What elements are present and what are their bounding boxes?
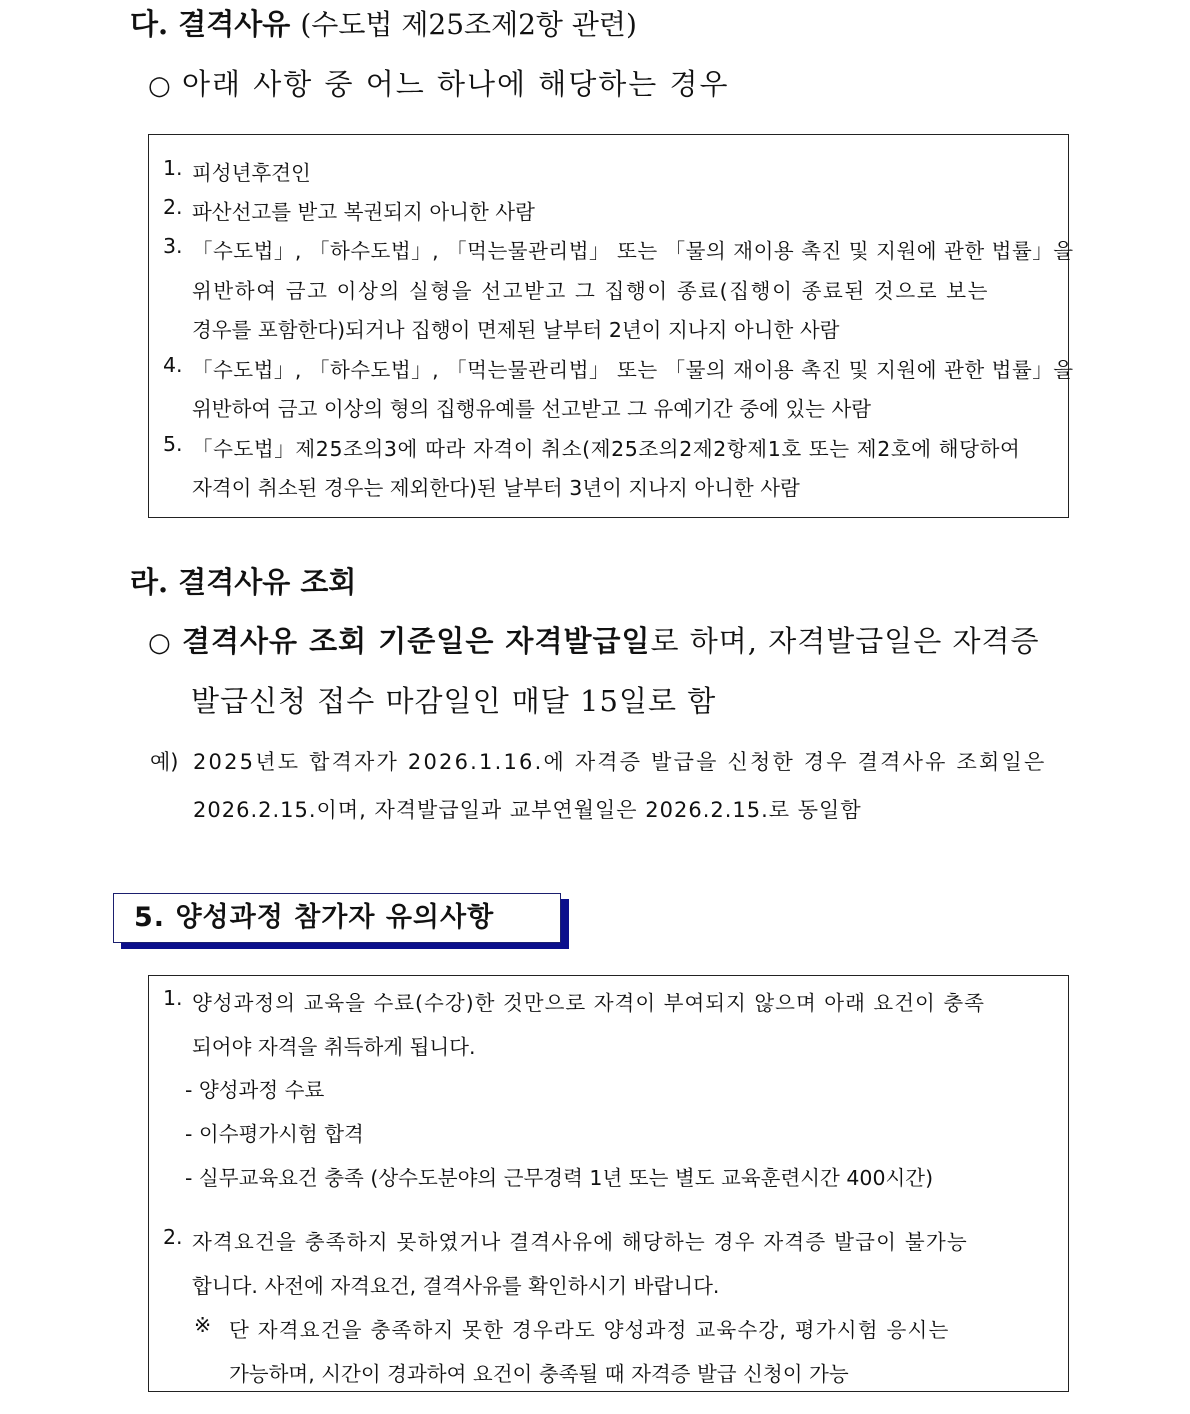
list-item-number: 5. (163, 432, 183, 456)
list-item-text: 양성과정의 교육을 수료(수강)한 것만으로 자격이 부여되지 않으며 아래 요건이 충족 (192, 991, 985, 1015)
list-item-text: 「수도법」제25조의3에 따라 자격이 취소(제25조의2제2항제1호 또는 제2호에 해당하여 (192, 437, 1021, 461)
sub-item: - 이수평가시험 합격 (185, 1122, 364, 1146)
list-item-number: 2. (163, 1225, 183, 1249)
section-da-bullet (148, 62, 730, 103)
list-item-text: 경우를 포함한다)되거나 집행이 면제된 날부터 2년이 지나지 아니한 사람 (192, 318, 840, 342)
disqualification-list-box (148, 134, 1074, 518)
list-item-number: 3. (163, 234, 183, 258)
section-ra-bullet (148, 619, 1040, 660)
list-item-text: 합니다. 사전에 자격요건, 결격사유를 확인하시기 바랍니다. (192, 1274, 720, 1298)
note-text: 단 자격요건을 충족하지 못한 경우라도 양성과정 교육수강, 평가시험 응시는 (229, 1318, 950, 1342)
list-item-text: 자격이 취소된 경우는 제외한다)된 날부터 3년이 지나지 아니한 사람 (192, 476, 800, 500)
example-label: 예) (150, 750, 179, 774)
section-ra-bullet-line2: 발급신청 접수 마감일인 매달 15일로 함 (191, 684, 717, 718)
example-line: 2025년도 합격자가 2026.1.16.에 자격증 발급을 신청한 경우 결격사유 조회일은 (193, 750, 1047, 774)
list-item-text: 「수도법」, 「하수도법」, 「먹는물관리법」 또는 「물의 재이용 촉진 및 지원에 관한 법률」을 (192, 239, 1074, 263)
list-item-text: 피성년후견인 (192, 161, 311, 185)
list-item-text: 위반하여 금고 이상의 실형을 선고받고 그 집행이 종료(집행이 종료된 것으로 보는 (192, 279, 990, 303)
section-da-title (130, 2, 637, 43)
circle-bullet-icon: ○ (148, 628, 172, 658)
section-da-bullet-text: 아래 사항 중 어느 하나에 해당하는 경우 (182, 67, 730, 101)
notice-box (148, 975, 1069, 1392)
list-item-number: 4. (163, 353, 183, 377)
section-ra-title: 라. 결격사유 조회 (130, 565, 357, 599)
section-ra-bullet-rest: 로 하며, 자격발급일은 자격증 (650, 624, 1040, 658)
section-ra-bullet-bold: 결격사유 조회 기준일은 자격발급일 (182, 624, 651, 658)
list-item-number: 2. (163, 195, 183, 219)
example-line: 2026.2.15.이며, 자격발급일과 교부연월일은 2026.2.15.로 동일함 (193, 798, 862, 822)
reference-mark-icon: ※ (194, 1313, 212, 1337)
section-5-heading: 5. 양성과정 참가자 유의사항 (113, 893, 561, 943)
list-item-text: 자격요건을 충족하지 못하였거나 결격사유에 해당하는 경우 자격증 발급이 불가능 (192, 1230, 968, 1254)
list-item-text: 위반하여 금고 이상의 형의 집행유예를 선고받고 그 유예기간 중에 있는 사람 (192, 397, 872, 421)
note-text: 가능하며, 시간이 경과하여 요건이 충족될 때 자격증 발급 신청이 가능 (229, 1362, 849, 1386)
section-da-subtitle: (수도법 제25조제2항 관련) (300, 8, 637, 41)
circle-bullet-icon: ○ (148, 71, 173, 101)
list-item-text: 되어야 자격을 취득하게 됩니다. (192, 1035, 476, 1059)
list-item-number: 1. (163, 156, 183, 180)
list-item-number: 1. (163, 986, 183, 1010)
section-da-title-text: 다. 결격사유 (130, 7, 291, 41)
list-item-text: 「수도법」, 「하수도법」, 「먹는물관리법」 또는 「물의 재이용 촉진 및 지원에 관한 법률」을 (192, 358, 1074, 382)
list-item-text: 파산선고를 받고 복권되지 아니한 사람 (192, 200, 535, 224)
sub-item: - 양성과정 수료 (185, 1078, 325, 1102)
sub-item: - 실무교육요건 충족 (상수도분야의 근무경력 1년 또는 별도 교육훈련시간 400시간) (185, 1166, 934, 1190)
